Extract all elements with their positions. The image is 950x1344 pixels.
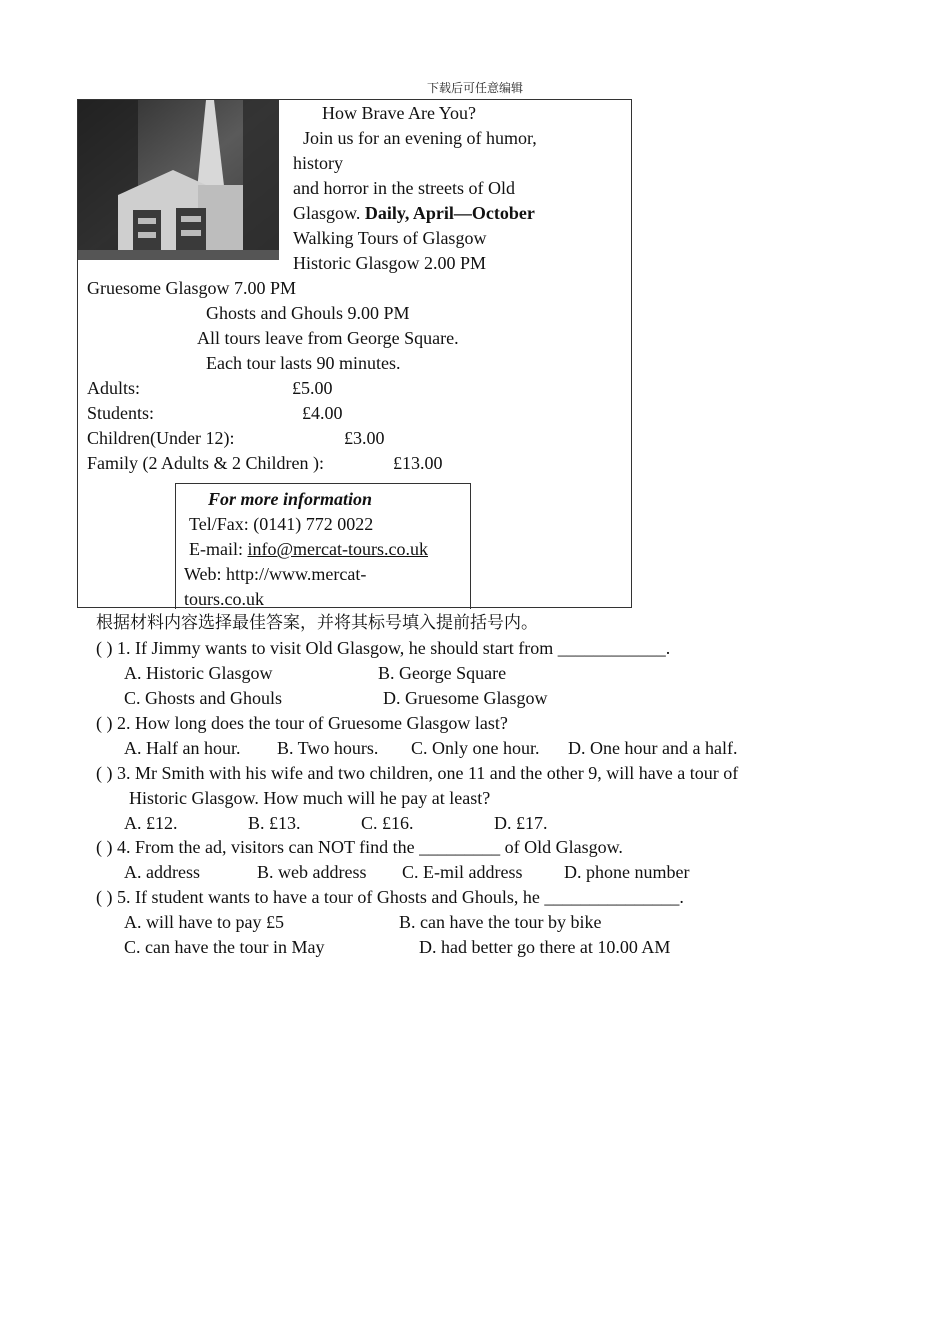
tour-start-location: All tours leave from George Square. [197,328,459,348]
q4-option-a: A. address [124,862,200,882]
info-web-2: tours.co.uk [184,589,264,609]
question-1: ( ) 1. If Jimmy wants to visit Old Glasgow, he should start from ____________. [96,638,671,658]
price-label-children: Children(Under 12): [87,428,235,448]
info-tel: Tel/Fax: (0141) 772 0022 [189,514,374,534]
price-adults: £5.00 [292,378,333,398]
q4-option-d: D. phone number [564,862,690,882]
q4-option-b: B. web address [257,862,367,882]
q3-option-a: A. £12. [124,813,178,833]
instructions: 根据材料内容选择最佳答案，并将其标号填入提前括号内。 [96,613,538,633]
question-3-cont: Historic Glasgow. How much will he pay at least? [129,788,491,808]
price-label-students: Students: [87,403,155,423]
ad-intro-3: and horror in the streets of Old [293,178,515,198]
header-note: 下载后可任意编辑 [426,81,523,95]
tour-ghosts: Ghosts and Ghouls 9.00 PM [206,303,410,323]
ad-intro-1: Join us for an evening of humor, [303,128,537,148]
question-2: ( ) 2. How long does the tour of Gruesome Glasgow last? [96,713,508,733]
info-email-link[interactable]: info@mercat-tours.co.uk [247,539,429,559]
tour-duration: Each tour lasts 90 minutes. [206,353,401,373]
question-3: ( ) 3. Mr Smith with his wife and two children, one 11 and the other 9, will have a tour of [96,763,739,783]
q3-option-c: C. £16. [361,813,414,833]
q5-option-c: C. can have the tour in May [124,937,325,957]
info-email-label: E-mail: [189,539,243,559]
tours-heading: Walking Tours of Glasgow [293,228,487,248]
q5-option-d: D. had better go there at 10.00 AM [419,937,671,957]
ad-intro-2: history [293,153,344,173]
q2-option-d: D. One hour and a half. [568,738,738,758]
ad-title: How Brave Are You? [322,103,476,123]
church-photo [78,100,279,260]
q3-option-b: B. £13. [248,813,301,833]
tour-historic: Historic Glasgow 2.00 PM [293,253,486,273]
price-label-family: Family (2 Adults & 2 Children ): [87,453,324,473]
ad-intro-4 [293,201,535,226]
q2-option-b: B. Two hours. [277,738,379,758]
q4-option-c: C. E-mil address [402,862,523,882]
ad-dates: Daily, April—October [364,203,535,223]
price-label-adults: Adults: [87,378,141,398]
q5-option-b: B. can have the tour by bike [399,912,602,932]
q1-option-b: B. George Square [378,663,507,683]
q5-option-a: A. will have to pay £5 [124,912,284,932]
info-web-1: Web: http://www.mercat- [184,564,367,584]
q2-option-a: A. Half an hour. [124,738,241,758]
q3-option-d: D. £17. [494,813,548,833]
price-children: £3.00 [344,428,385,448]
price-family: £13.00 [393,453,443,473]
tour-gruesome: Gruesome Glasgow 7.00 PM [87,278,296,298]
question-5: ( ) 5. If student wants to have a tour of Ghosts and Ghouls, he _______________. [96,887,684,907]
price-students: £4.00 [302,403,343,423]
ad-intro-4-plain: Glasgow. [293,203,361,223]
q1-option-a: A. Historic Glasgow [124,663,273,683]
info-email-line [189,537,428,562]
q2-option-c: C. Only one hour. [411,738,540,758]
q1-option-c: C. Ghosts and Ghouls [124,688,283,708]
info-heading: For more information [208,489,373,509]
q1-option-d: D. Gruesome Glasgow [383,688,548,708]
question-4: ( ) 4. From the ad, visitors can NOT find the _________ of Old Glasgow. [96,837,623,857]
